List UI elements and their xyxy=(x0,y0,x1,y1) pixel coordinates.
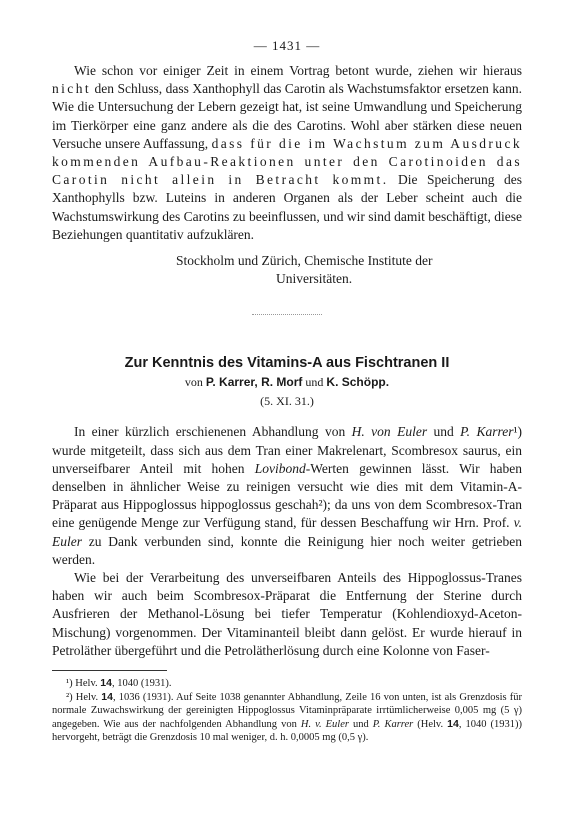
author-ref: P. Karrer xyxy=(460,424,514,440)
institution-signature xyxy=(176,252,522,288)
emphasis-spaced: nicht xyxy=(52,81,91,97)
institution-line-2: Universitäten. xyxy=(276,271,353,287)
article-title: Zur Kenntnis des Vitamins-A aus Fischtranen II xyxy=(124,355,450,372)
footnote-mark: ¹ xyxy=(66,678,70,690)
text-run: den Schluss, dass Xanthophyll das Carotin als Wachstumsfaktor ersetzen kann. Wie die Untersuchung der Lebern gezeigt hat, ist seine Umwandlung und Speicherung im Tierkörper eine ganz andere als die des Carotins. Wohl aber stärken diese neuen Versuche unsere Auffassung, xyxy=(52,81,522,151)
paragraph-intro xyxy=(52,423,522,569)
term-ref: Lovibond xyxy=(254,460,306,476)
byline-und: und xyxy=(302,375,327,390)
byline-von: von xyxy=(184,375,206,390)
text-run: ) Helv. xyxy=(69,691,102,703)
article-byline xyxy=(52,375,522,390)
page-number: — 1431 — xyxy=(253,38,321,53)
author-names: P. Karrer, R. Morf xyxy=(205,375,303,390)
footnote-rule xyxy=(52,670,167,671)
article-date: (5. XI. 31.) xyxy=(260,394,314,409)
text-run: ); da uns von dem Scombresox-Tran eine genügende Menge zur Verfügung stand, für dessen Beschaffung wir Hrn. Prof. xyxy=(52,497,522,531)
author-ref: H. von Euler xyxy=(351,424,428,440)
institution-line-1: Stockholm und Zürich, Chemische Institute der xyxy=(176,253,433,269)
text-run: Die Speicherung des Xanthophylls bzw. Luteins in anderen Organen als der Leber scheint auch die Wachstumswirkung des Carotins zu beeinflussen, und wir sind damit beschäftigt, diese Beziehungen quantitativ aufzuklären. xyxy=(52,172,523,242)
author-ref: v. Euler xyxy=(52,515,522,549)
footnote-ref[interactable]: ² xyxy=(318,497,323,513)
emphasis-spaced: dass für die im Wachstum zum Ausdruck kommenden Aufbau-Reaktionen unter den Carotinoiden das Carotin nicht allein in Betracht kommt. xyxy=(52,135,522,188)
text-run: , 1040 (1931). xyxy=(111,678,172,690)
paragraph-conclusion xyxy=(52,62,522,244)
text-run: Wie schon vor einiger Zeit in einem Vortrag betont wurde, ziehen wir hieraus xyxy=(74,63,522,78)
text-run: und xyxy=(348,718,373,730)
paragraph-method: Wie bei der Verarbeitung des unverseifbaren Anteils des Hippoglossus-Tranes haben wir auch beim Scombresox-Präparat die Entfernung der Sterine durch Ausfrieren der Methanol-Lösung bei tiefer Temperatur (Kohlendioxyd-Aceton-Mischung) vorgenommen. Der Vitaminanteil bleibt dann gelöst. Er wurde hierauf in Petroläther übergeführt und die Petrolätherlösung durch eine Kolonne von Faser- xyxy=(52,570,522,658)
author-ref: H. v. Euler xyxy=(300,718,349,730)
text-run: (Helv. xyxy=(413,718,448,730)
volume-number: 14 xyxy=(100,677,112,690)
volume-number: 14 xyxy=(101,690,113,703)
text-run: zu Dank verbunden sind, konnte die Reinigung hier noch weiter getrieben werden. xyxy=(52,533,522,567)
author-name: K. Schöpp. xyxy=(326,375,390,390)
author-ref: P. Karrer xyxy=(372,718,414,730)
section-divider xyxy=(252,314,322,315)
volume-number: 14 xyxy=(447,717,459,730)
text-run: In einer kürzlich erschienenen Abhandlung von xyxy=(74,424,352,440)
text-run: -Werten gewinnen lässt. Wir haben denselben in ähnlicher Weise zu reinigen versucht wie dies mit dem Vitamin-A-Präparat aus Hippoglossus hippoglossus geschah xyxy=(52,460,522,513)
footnote-ref[interactable]: ¹ xyxy=(513,424,518,440)
text-run: ) Helv. xyxy=(69,678,101,690)
footnote-1 xyxy=(52,677,522,691)
footnote-mark: ² xyxy=(66,691,70,703)
text-run: , 1036 (1931). Auf Seite 1038 genannter Abhandlung, Zeile 16 von unten, ist als Grenzdosis für normale Zuwachswirkung der gereinigten Hippoglossus Vitaminpräparate irrtümlicherweise 0,005 mg (5 γ) angegeben. Wie aus der nachfolgenden Abhandlung von xyxy=(52,691,522,730)
text-run: ) wurde mitgeteilt, dass sich aus dem Tran einer Makrelenart, Scombresox saurus, ein unverseifbarer Anteil mit hohen xyxy=(52,424,523,476)
text-run: und xyxy=(427,424,461,440)
footnote-2 xyxy=(52,691,522,745)
text-run: , 1040 (1931)) hervorgeht, beträgt die Grenzdosis 10 mal weniger, d. h. 0,0005 mg (0,5 γ). xyxy=(52,718,523,744)
page xyxy=(52,38,522,745)
